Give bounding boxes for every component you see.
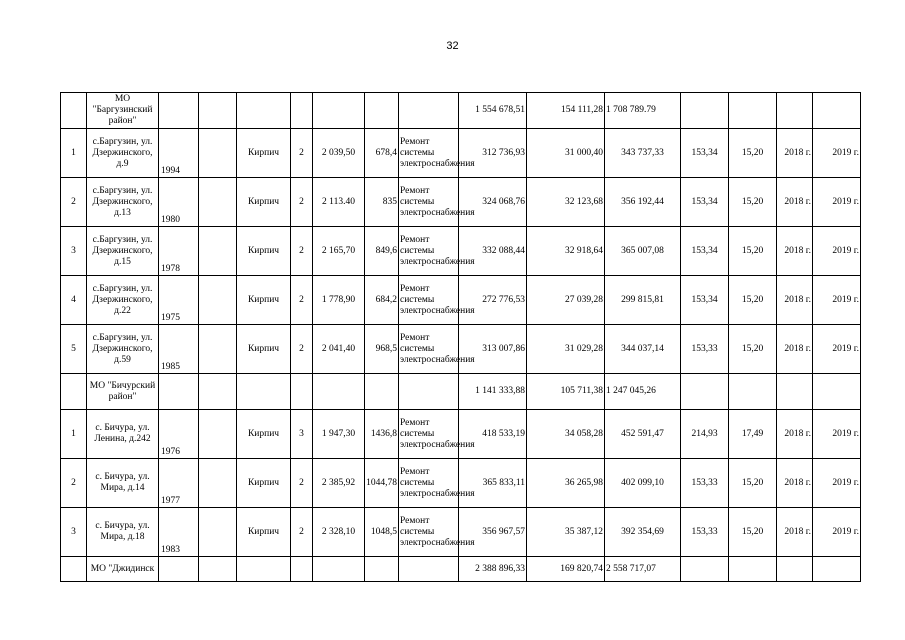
row-number: 2 <box>61 459 87 508</box>
year-end: 2019 г. <box>813 508 861 557</box>
address: с.Баргузин, ул. Дзержинского, д.15 <box>87 227 159 276</box>
work-type: Ремонт системы электроснабжения <box>399 508 459 557</box>
year-end: 2019 г. <box>813 129 861 178</box>
empty-cell <box>237 93 291 129</box>
empty-cell <box>199 178 237 227</box>
year-start: 2018 г. <box>777 129 813 178</box>
cost-value-1: 313 007,86 <box>459 325 527 374</box>
unit-value-1: 153,34 <box>681 178 729 227</box>
cost-value-3: 343 737,33 <box>605 129 681 178</box>
build-year: 1980 <box>159 178 199 227</box>
cost-value-2: 32 918,64 <box>527 227 605 276</box>
empty-cell <box>729 374 777 410</box>
build-year: 1978 <box>159 227 199 276</box>
work-type: Ремонт системы электроснабжения <box>399 459 459 508</box>
table-row <box>61 325 861 374</box>
empty-cell <box>199 129 237 178</box>
unit-value-2: 15,20 <box>729 129 777 178</box>
empty-cell <box>291 374 313 410</box>
empty-cell <box>399 374 459 410</box>
empty-cell <box>365 557 399 582</box>
cost-value-2: 31 029,28 <box>527 325 605 374</box>
empty-cell <box>777 374 813 410</box>
unit-value-2: 15,20 <box>729 459 777 508</box>
unit-value-1: 153,33 <box>681 508 729 557</box>
cost-value-1: 356 967,57 <box>459 508 527 557</box>
cost-value-2: 31 000,40 <box>527 129 605 178</box>
work-type: Ремонт системы электроснабжения <box>399 410 459 459</box>
table-row <box>61 459 861 508</box>
work-type: Ремонт системы электроснабжения <box>399 129 459 178</box>
empty-cell <box>199 276 237 325</box>
table-row <box>61 129 861 178</box>
empty-cell <box>237 557 291 582</box>
work-type: Ремонт системы электроснабжения <box>399 276 459 325</box>
build-year: 1983 <box>159 508 199 557</box>
build-year: 1985 <box>159 325 199 374</box>
row-number: 3 <box>61 227 87 276</box>
cost-value-3: 392 354,69 <box>605 508 681 557</box>
empty-cell <box>199 227 237 276</box>
floors: 2 <box>291 178 313 227</box>
municipality-sum-3: 1 247 045,26 <box>605 374 681 410</box>
wall-material: Кирпич <box>237 178 291 227</box>
empty-cell <box>681 557 729 582</box>
empty-cell <box>199 459 237 508</box>
empty-cell <box>365 93 399 129</box>
cost-value-3: 452 591,47 <box>605 410 681 459</box>
empty-cell <box>729 557 777 582</box>
year-start: 2018 г. <box>777 178 813 227</box>
empty-cell <box>237 374 291 410</box>
total-area: 1 947,30 <box>313 410 365 459</box>
unit-value-2: 15,20 <box>729 325 777 374</box>
total-area: 2 385,92 <box>313 459 365 508</box>
empty-cell <box>159 93 199 129</box>
floors: 2 <box>291 129 313 178</box>
unit-value-2: 15,20 <box>729 276 777 325</box>
wall-material: Кирпич <box>237 459 291 508</box>
residential-area: 968,5 <box>365 325 399 374</box>
unit-value-1: 153,33 <box>681 325 729 374</box>
municipality-sum-1: 1 141 333,88 <box>459 374 527 410</box>
cost-value-3: 299 815,81 <box>605 276 681 325</box>
table-row <box>61 178 861 227</box>
address: с.Баргузин, ул. Дзержинского, д.59 <box>87 325 159 374</box>
total-area: 2 113.40 <box>313 178 365 227</box>
municipality-sum-2: 154 111,28 <box>527 93 605 129</box>
municipality-sum-1: 2 388 896,33 <box>459 557 527 582</box>
empty-cell <box>681 374 729 410</box>
empty-cell <box>365 374 399 410</box>
unit-value-2: 17,49 <box>729 410 777 459</box>
build-year: 1975 <box>159 276 199 325</box>
unit-value-1: 153,34 <box>681 129 729 178</box>
cost-value-1: 312 736,93 <box>459 129 527 178</box>
cost-value-1: 365 833,11 <box>459 459 527 508</box>
row-number: 1 <box>61 129 87 178</box>
build-year: 1994 <box>159 129 199 178</box>
total-area: 2 328,10 <box>313 508 365 557</box>
empty-cell <box>199 374 237 410</box>
wall-material: Кирпич <box>237 508 291 557</box>
empty-cell <box>813 557 861 582</box>
empty-cell <box>399 93 459 129</box>
wall-material: Кирпич <box>237 325 291 374</box>
residential-area: 1048,5 <box>365 508 399 557</box>
row-number: 4 <box>61 276 87 325</box>
wall-material: Кирпич <box>237 227 291 276</box>
cost-value-2: 35 387,12 <box>527 508 605 557</box>
cost-value-1: 272 776,53 <box>459 276 527 325</box>
empty-cell <box>159 374 199 410</box>
cost-value-2: 34 058,28 <box>527 410 605 459</box>
empty-cell <box>291 557 313 582</box>
year-end: 2019 г. <box>813 410 861 459</box>
municipality-sum-1: 1 554 678,51 <box>459 93 527 129</box>
address: с.Баргузин, ул. Дзержинского, д.13 <box>87 178 159 227</box>
municipality-sum-2: 169 820,74 <box>527 557 605 582</box>
unit-value-2: 15,20 <box>729 178 777 227</box>
empty-cell <box>199 557 237 582</box>
table-body <box>61 93 861 582</box>
year-start: 2018 г. <box>777 410 813 459</box>
empty-cell <box>681 93 729 129</box>
wall-material: Кирпич <box>237 410 291 459</box>
floors: 2 <box>291 459 313 508</box>
address: с. Бичура, ул. Мира, д.18 <box>87 508 159 557</box>
year-start: 2018 г. <box>777 459 813 508</box>
unit-value-1: 153,34 <box>681 227 729 276</box>
total-area: 2 039,50 <box>313 129 365 178</box>
year-end: 2019 г. <box>813 325 861 374</box>
address: с. Бичура, ул. Ленина, д.242 <box>87 410 159 459</box>
cost-value-3: 356 192,44 <box>605 178 681 227</box>
cost-value-2: 27 039,28 <box>527 276 605 325</box>
empty-cell <box>729 93 777 129</box>
floors: 3 <box>291 410 313 459</box>
floors: 2 <box>291 276 313 325</box>
residential-area: 678,4 <box>365 129 399 178</box>
floors: 2 <box>291 508 313 557</box>
year-start: 2018 г. <box>777 276 813 325</box>
year-start: 2018 г. <box>777 325 813 374</box>
municipality-row <box>61 374 861 410</box>
cost-value-3: 402 099,10 <box>605 459 681 508</box>
year-start: 2018 г. <box>777 227 813 276</box>
year-start: 2018 г. <box>777 508 813 557</box>
wall-material: Кирпич <box>237 129 291 178</box>
empty-cell <box>61 557 87 582</box>
address: с. Бичура, ул. Мира, д.14 <box>87 459 159 508</box>
row-number: 1 <box>61 410 87 459</box>
cost-value-1: 418 533,19 <box>459 410 527 459</box>
municipality-sum-3: 2 558 717,07 <box>605 557 681 582</box>
residential-area: 1436,8 <box>365 410 399 459</box>
year-end: 2019 г. <box>813 276 861 325</box>
address: с.Баргузин, ул. Дзержинского, д.9 <box>87 129 159 178</box>
municipality-name: МО "Джидинск <box>87 557 159 582</box>
empty-cell <box>777 93 813 129</box>
empty-cell <box>61 93 87 129</box>
empty-cell <box>199 508 237 557</box>
empty-cell <box>199 325 237 374</box>
municipality-row <box>61 93 861 129</box>
year-end: 2019 г. <box>813 459 861 508</box>
empty-cell <box>813 374 861 410</box>
residential-area: 849,6 <box>365 227 399 276</box>
empty-cell <box>61 374 87 410</box>
cost-value-2: 32 123,68 <box>527 178 605 227</box>
empty-cell <box>159 557 199 582</box>
total-area: 1 778,90 <box>313 276 365 325</box>
build-year: 1976 <box>159 410 199 459</box>
residential-area: 835 <box>365 178 399 227</box>
municipality-sum-3: 1 708 789.79 <box>605 93 681 129</box>
table-row <box>61 410 861 459</box>
empty-cell <box>313 557 365 582</box>
total-area: 2 165,70 <box>313 227 365 276</box>
empty-cell <box>813 93 861 129</box>
address: с.Баргузин, ул. Дзержинского, д.22 <box>87 276 159 325</box>
table-row <box>61 276 861 325</box>
cost-value-3: 344 037,14 <box>605 325 681 374</box>
wall-material: Кирпич <box>237 276 291 325</box>
cost-value-1: 324 068,76 <box>459 178 527 227</box>
empty-cell <box>291 93 313 129</box>
empty-cell <box>199 93 237 129</box>
table-row <box>61 227 861 276</box>
repair-register-table <box>60 92 861 582</box>
municipality-name: МО "Бичурский район" <box>87 374 159 410</box>
empty-cell <box>199 410 237 459</box>
municipality-sum-2: 105 711,38 <box>527 374 605 410</box>
build-year: 1977 <box>159 459 199 508</box>
residential-area: 1044,78 <box>365 459 399 508</box>
work-type: Ремонт системы электроснабжения <box>399 178 459 227</box>
row-number: 2 <box>61 178 87 227</box>
empty-cell <box>399 557 459 582</box>
unit-value-2: 15,20 <box>729 227 777 276</box>
unit-value-1: 153,34 <box>681 276 729 325</box>
cost-value-1: 332 088,44 <box>459 227 527 276</box>
unit-value-1: 214,93 <box>681 410 729 459</box>
table-row <box>61 508 861 557</box>
cost-value-3: 365 007,08 <box>605 227 681 276</box>
row-number: 5 <box>61 325 87 374</box>
work-type: Ремонт системы электроснабжения <box>399 325 459 374</box>
residential-area: 684,2 <box>365 276 399 325</box>
unit-value-1: 153,33 <box>681 459 729 508</box>
empty-cell <box>313 93 365 129</box>
municipality-row <box>61 557 861 582</box>
floors: 2 <box>291 325 313 374</box>
row-number: 3 <box>61 508 87 557</box>
municipality-name: МО "Баргузинский район" <box>87 93 159 129</box>
page-number: 32 <box>446 40 459 52</box>
total-area: 2 041,40 <box>313 325 365 374</box>
work-type: Ремонт системы электроснабжения <box>399 227 459 276</box>
unit-value-2: 15,20 <box>729 508 777 557</box>
empty-cell <box>313 374 365 410</box>
cost-value-2: 36 265,98 <box>527 459 605 508</box>
year-end: 2019 г. <box>813 178 861 227</box>
year-end: 2019 г. <box>813 227 861 276</box>
empty-cell <box>777 557 813 582</box>
floors: 2 <box>291 227 313 276</box>
